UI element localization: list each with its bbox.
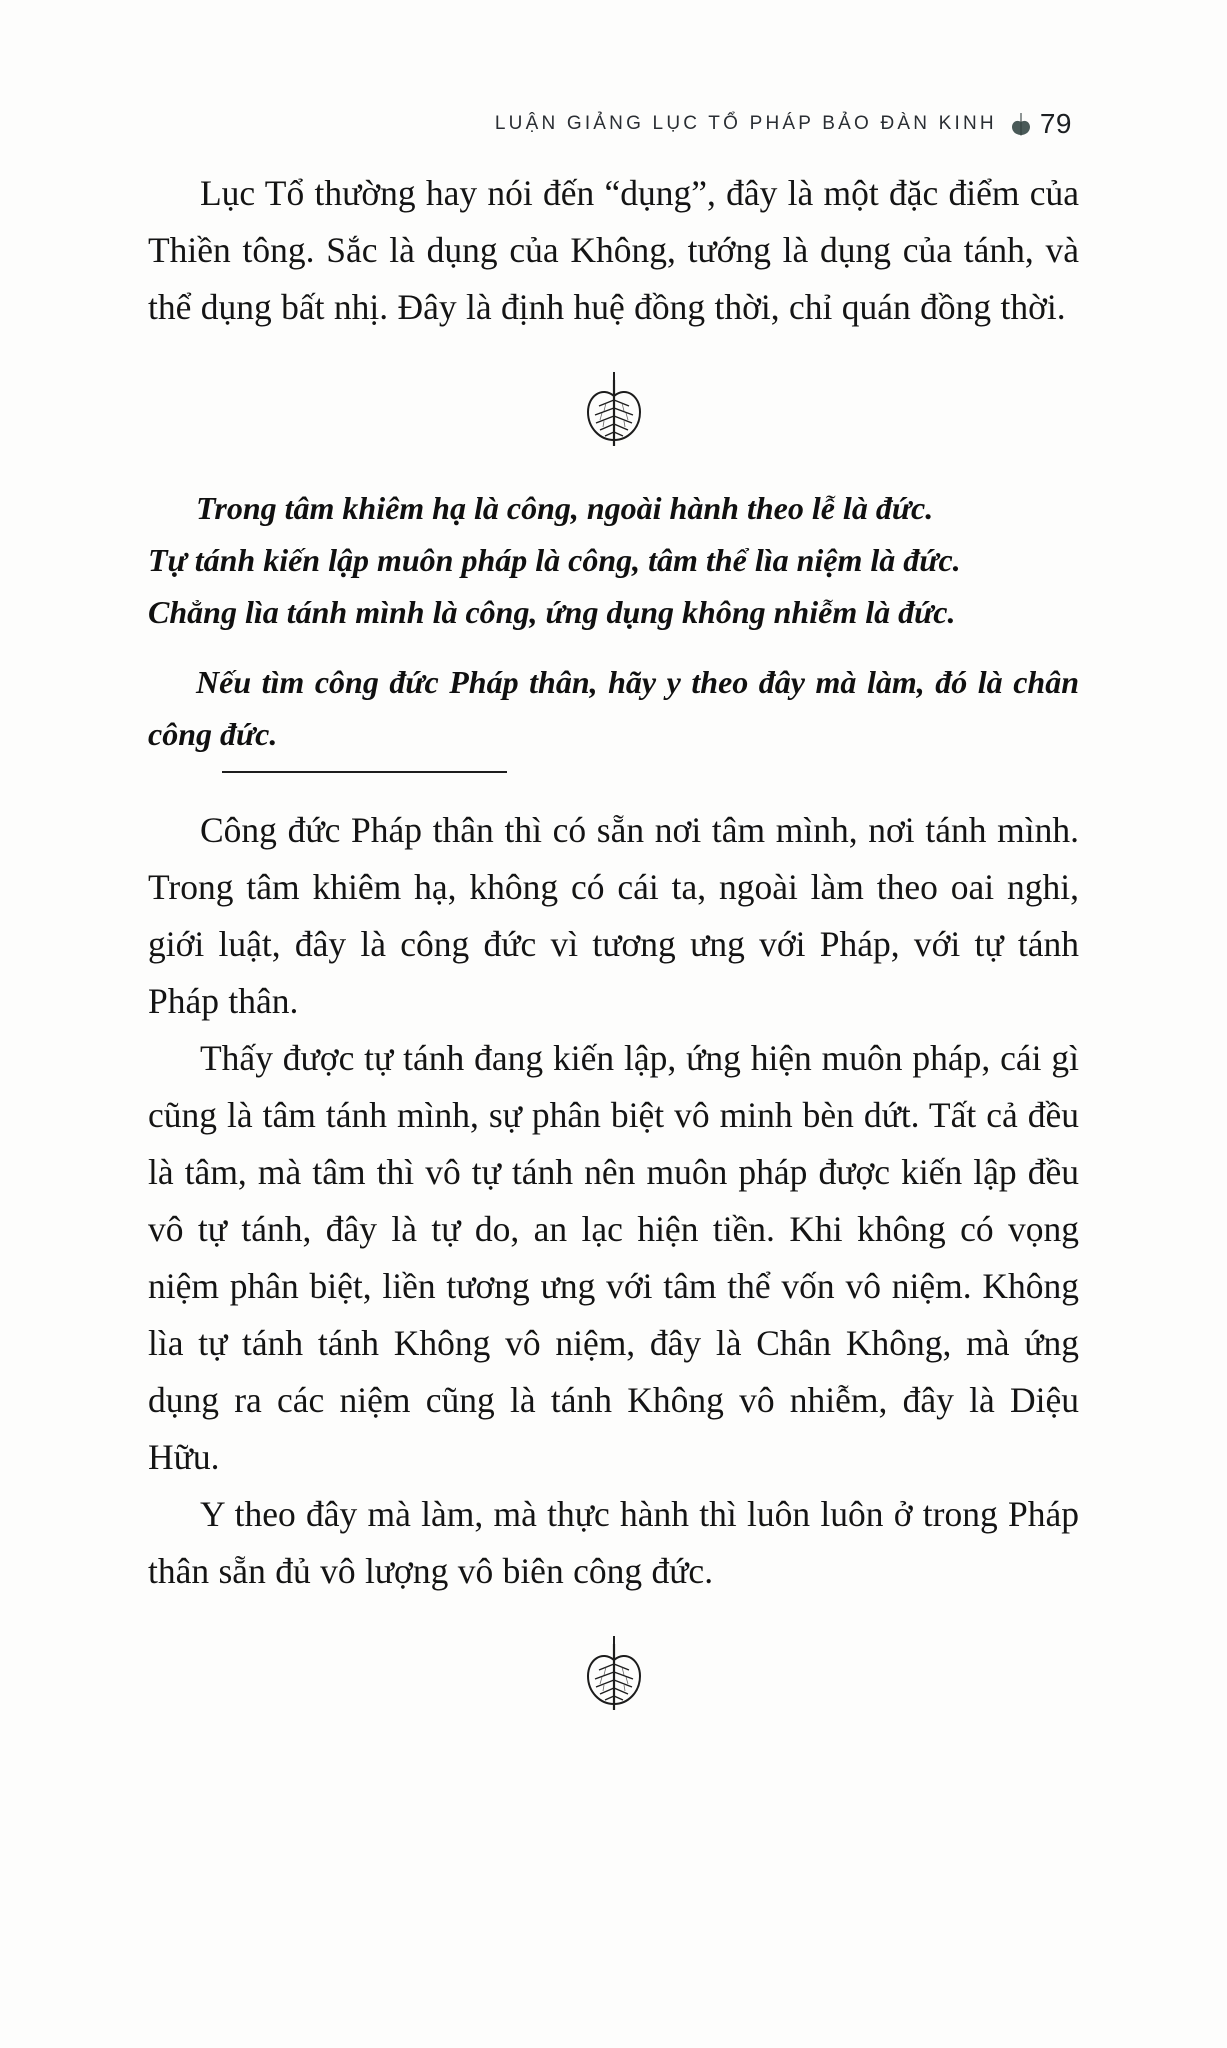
quote-line-2: Tự tánh kiến lập muôn pháp là công, tâm thể lìa niệm là đức. [148, 542, 961, 578]
spacer [148, 1600, 1079, 1634]
spacer [148, 784, 1079, 802]
leaf-ornament-top [148, 370, 1079, 448]
body-paragraph-1: Lục Tổ thường hay nói đến “dụng”, đây là một đặc điểm của Thiền tông. Sắc là dụng của Không, tướng là dụng của tánh, và thể dụng bất nhị. Đây là định huệ đồng thời, chỉ quán đồng thời. [148, 173, 1079, 327]
commentary-paragraph-3: Y theo đây mà làm, mà thực hành thì luôn luôn ở trong Pháp thân sẵn đủ vô lượng vô biên công đức. [148, 1494, 1079, 1591]
running-head-title: LUẬN GIẢNG LỤC TỔ PHÁP BẢO ĐÀN KINH [494, 113, 997, 134]
quote-paragraph-2: Nếu tìm công đức Pháp thân, hãy y theo đây mà làm, đó là chân công đức. [148, 664, 1079, 752]
quote-line-1: Trong tâm khiêm hạ là công, ngoài hành theo lễ là đức. [196, 490, 934, 526]
page-text-block [148, 165, 1079, 1712]
quote-line-3: Chẳng lìa tánh mình là công, ứng dụng không nhiễm là đức. [148, 594, 956, 630]
commentary-paragraph-2: Thấy được tự tánh đang kiến lập, ứng hiện muôn pháp, cái gì cũng là tâm tánh mình, sự phân biệt vô minh bèn dứt. Tất cả đều là tâm, mà tâm thì vô tự tánh nên muôn pháp được kiến lập đều vô tự tánh, đây là tự do, an lạc hiện tiền. Khi không có vọng niệm phân biệt, liền tương ưng với tâm thể vốn vô niệm. Không lìa tự tánh tánh Không vô niệm, đây là Chân Không, mà ứng dụng ra các niệm cũng là tánh Không vô nhiễm, đây là Diệu Hữu. [148, 1038, 1079, 1477]
running-head [0, 108, 1227, 140]
commentary-paragraph-1: Công đức Pháp thân thì có sẵn nơi tâm mình, nơi tánh mình. Trong tâm khiêm hạ, không có cái ta, ngoài làm theo oai nghi, giới luật, đây là công đức vì tương ưng với Pháp, với tự tánh Pháp thân. [148, 810, 1079, 1021]
bodhi-leaf-icon [1011, 112, 1031, 136]
spacer [148, 638, 1079, 656]
horizontal-rule [148, 760, 1079, 784]
spacer [148, 336, 1079, 370]
spacer [148, 448, 1079, 482]
page-number: 79 [1039, 108, 1072, 139]
leaf-ornament-bottom [148, 1634, 1079, 1712]
